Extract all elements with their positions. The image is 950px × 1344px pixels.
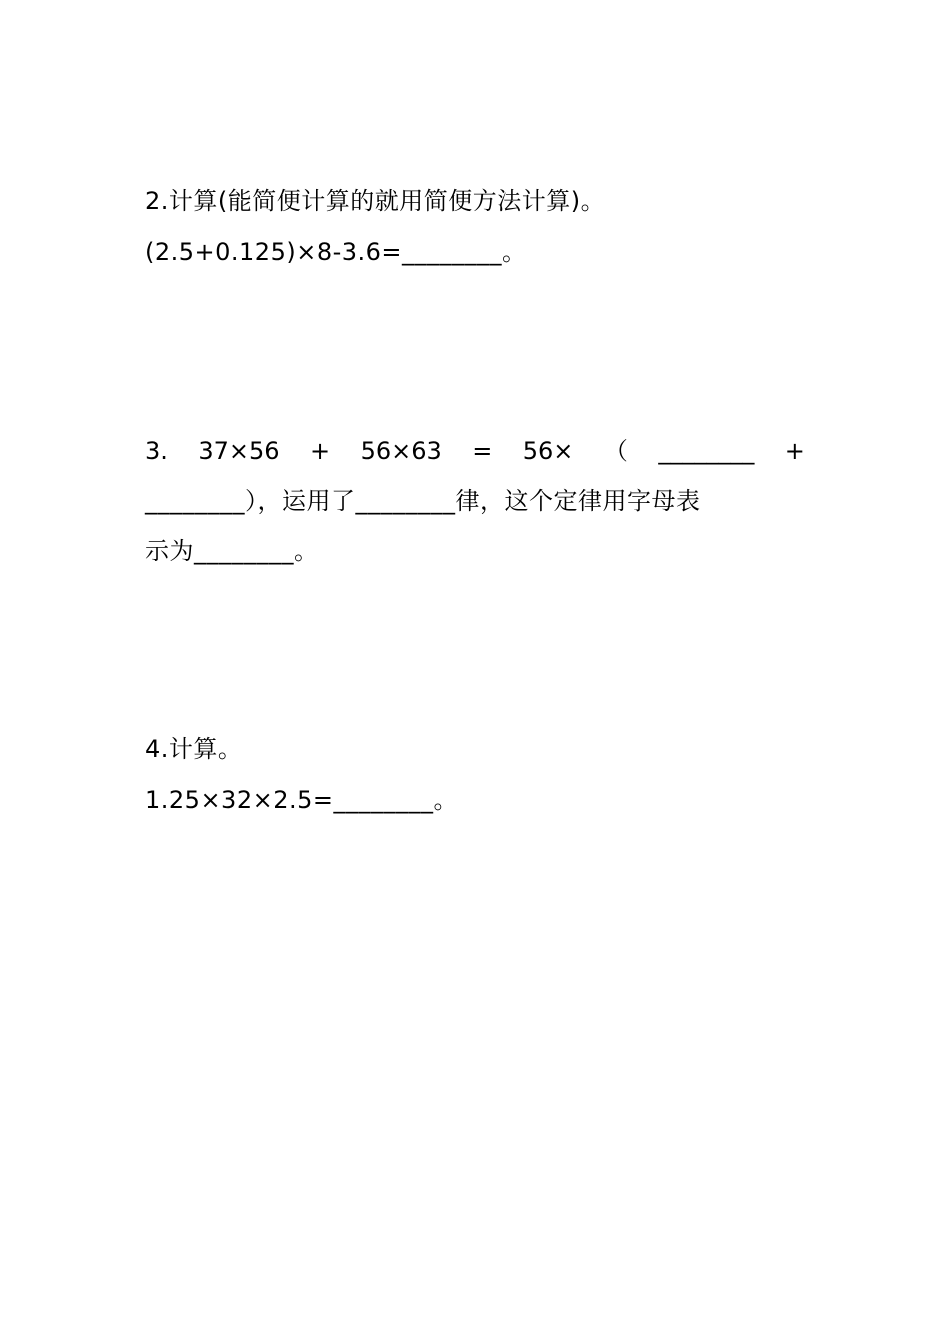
- question-4-title: 4.计算。: [145, 735, 243, 763]
- question-3-row-3: 示为________。: [145, 537, 319, 565]
- question-3-number: 3.: [145, 437, 168, 465]
- question-3-open-paren: （: [603, 437, 628, 465]
- question-3-row-2: ________），运用了________律，这个定律用字母表: [145, 487, 701, 515]
- question-3-term-1: 37×56: [198, 437, 280, 465]
- question-3-plus-2: +: [784, 437, 805, 465]
- question-3-plus: +: [310, 437, 331, 465]
- question-3-blank-1: ________: [658, 437, 755, 465]
- question-3-term-2: 56×63: [360, 437, 442, 465]
- question-2-expression: (2.5+0.125)×8-3.6=________。: [145, 238, 527, 266]
- question-4-expression: 1.25×32×2.5=________。: [145, 786, 458, 814]
- question-3-factor: 56×: [522, 437, 574, 465]
- question-2-title: 2.计算(能简便计算的就用简便方法计算)。: [145, 187, 606, 215]
- question-3-row-1: [145, 435, 805, 467]
- question-3-equals: =: [472, 437, 493, 465]
